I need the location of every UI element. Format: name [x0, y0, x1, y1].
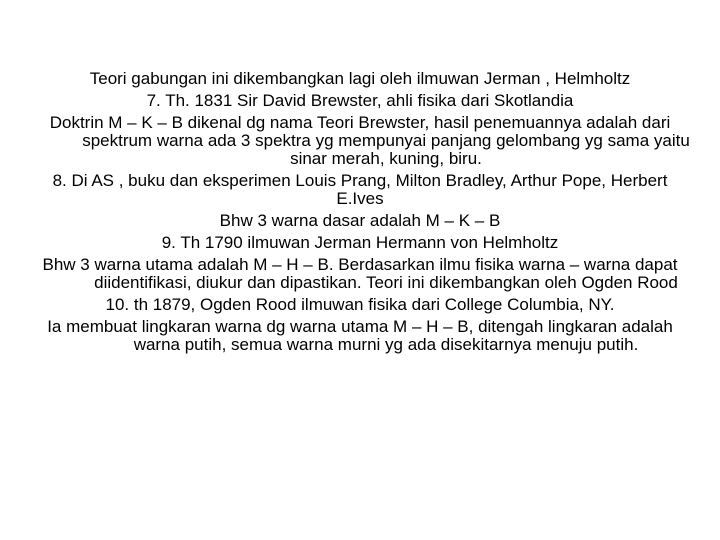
paragraph-item-7-brewster: 7. Th. 1831 Sir David Brewster, ahli fisika dari Skotlandia [146, 91, 574, 110]
paragraph-item-10-rood: 10. th 1879, Ogden Rood ilmuwan fisika dari College Columbia, NY. [105, 295, 615, 314]
paragraph-helmholtz-theory: Teori gabungan ini dikembangkan lagi oleh ilmuwan Jerman , Helmholtz [89, 69, 631, 88]
paragraph-primary-colors-mhb: Bhw 3 warna utama adalah M – H – B. Berdasarkan ilmu fisika warna – warna dapat diidentifikasi, diukur dan dipastikan. Teori ini dikembangkan oleh Ogden Rood [42, 255, 678, 292]
paragraph-item-8-usa: 8. Di AS , buku dan eksperimen Louis Prang, Milton Bradley, Arthur Pope, Herbert E.Ives [52, 171, 668, 208]
slide-body-text [30, 70, 690, 358]
paragraph-color-wheel: Ia membuat lingkaran warna dg warna utama M – H – B, ditengah lingkaran adalah warna putih, semua warna murni yg ada disekitarnya menuju putih. [47, 317, 673, 354]
paragraph-brewster-doctrine: Doktrin M – K – B dikenal dg nama Teori Brewster, hasil penemuannya adalah dari spektrum warna ada 3 spektra yg mempunyai panjang gelombang yg sama yaitu sinar merah, kuning, biru. [49, 113, 690, 168]
paragraph-item-9-helmholtz: 9. Th 1790 ilmuwan Jerman Hermann von Helmholtz [161, 233, 559, 252]
paragraph-primary-colors-mkb: Bhw 3 warna dasar adalah M – K – B [219, 211, 501, 230]
